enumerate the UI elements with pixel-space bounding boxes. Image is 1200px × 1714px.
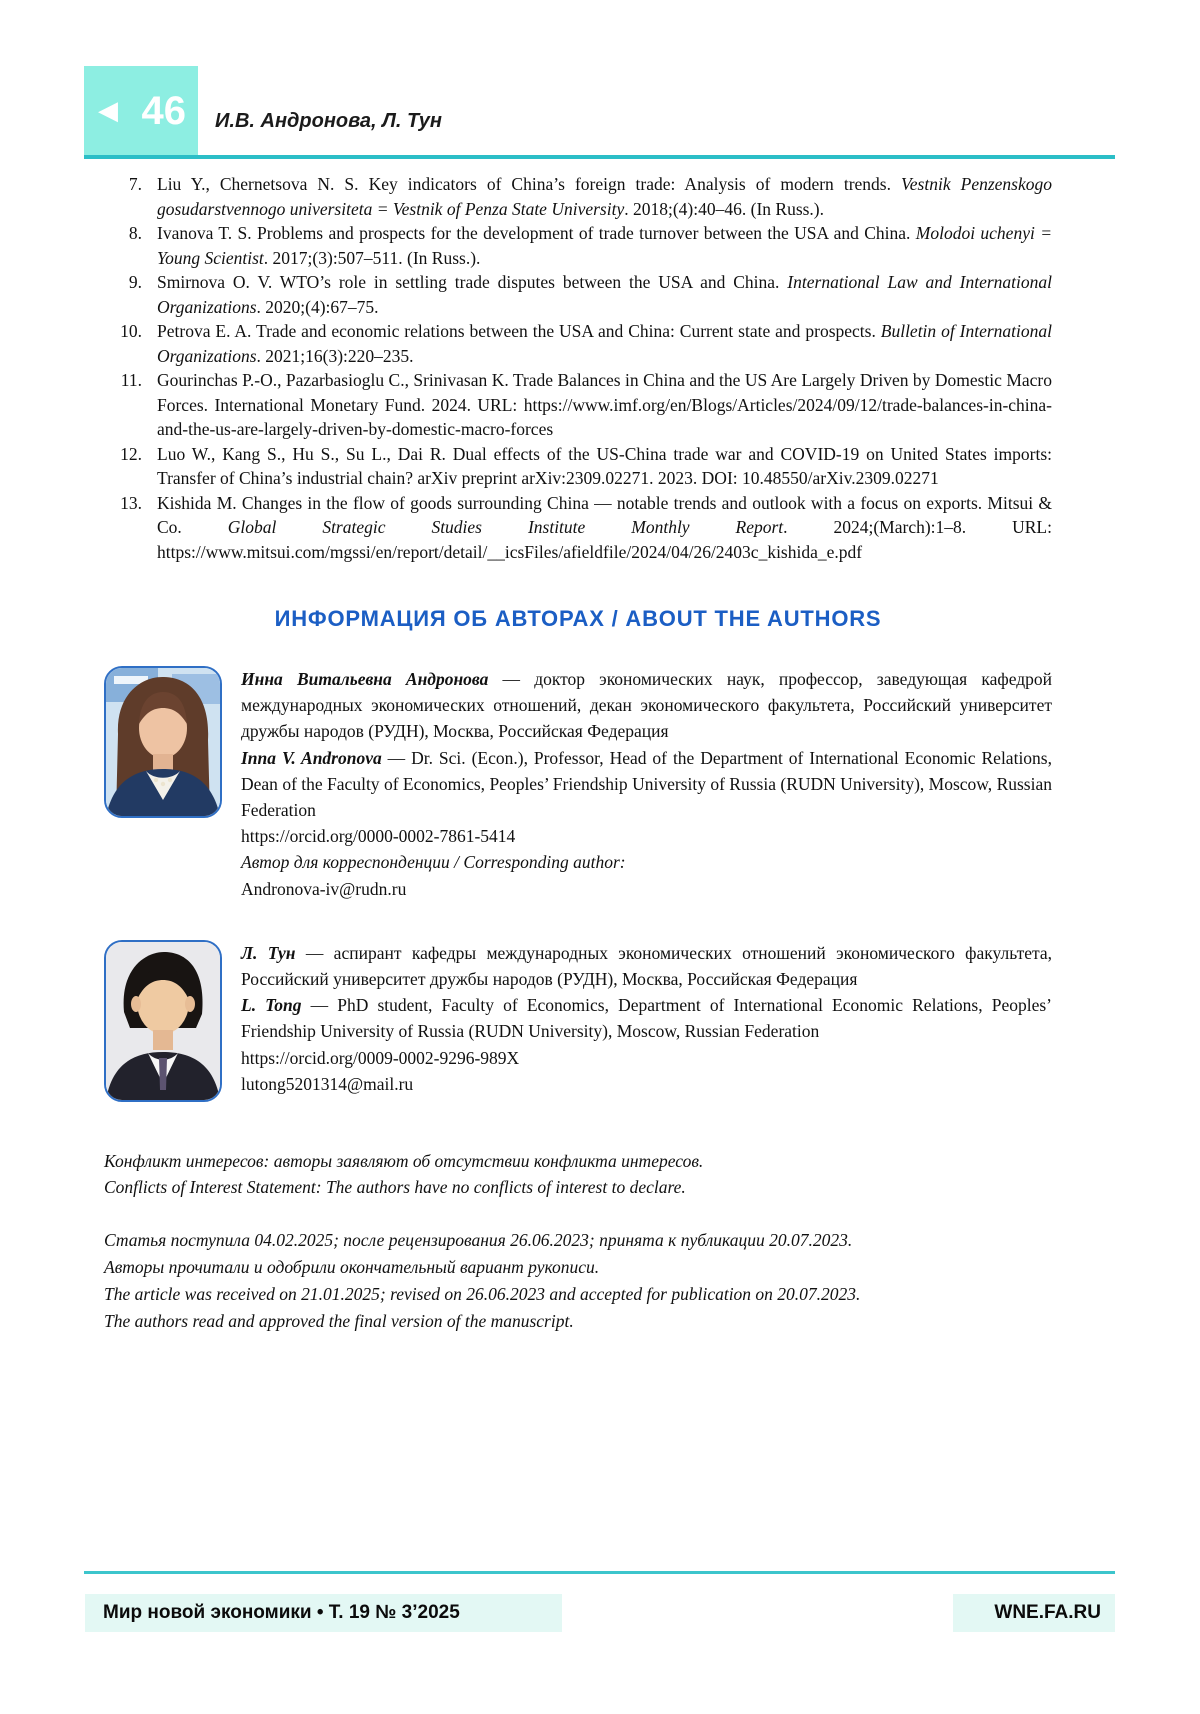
page-number: 46 bbox=[141, 88, 186, 133]
reference-item bbox=[104, 172, 1052, 221]
reference-item bbox=[104, 442, 1052, 491]
reference-number: 13. bbox=[120, 492, 142, 513]
reference-number: 12. bbox=[120, 443, 142, 464]
article-history bbox=[104, 1227, 1052, 1335]
reference-item bbox=[104, 491, 1052, 565]
page-content bbox=[104, 172, 1052, 1335]
running-head-authors: И.В. Андронова, Л. Тун bbox=[215, 110, 442, 132]
author-description-ru: Л. Тун — аспирант кафедры международных экономических отношений экономического факультета, Российский университет дружбы народов (РУДН), Москва, Российская Федерация bbox=[241, 942, 1052, 990]
reference-item bbox=[104, 221, 1052, 270]
orcid-link[interactable]: https://orcid.org/0009-0002-9296-989X bbox=[241, 1047, 520, 1068]
approved-en: The authors read and approved the final version of the manuscript. bbox=[104, 1310, 574, 1331]
reference-item bbox=[104, 319, 1052, 368]
coi-ru: Конфликт интересов: авторы заявляют об отсутствии конфликта интересов. bbox=[104, 1150, 704, 1171]
reference-text: Smirnova O. V. WTO’s role in settling trade disputes between the USA and China. International Law and International Organizations. 2020;(4):67–75. bbox=[157, 272, 1052, 317]
reference-text: Liu Y., Chernetsova N. S. Key indicators of China’s foreign trade: Analysis of modern trends. Vestnik Penzenskogo gosudarstvennogo universiteta = Vestnik of Penza State University. 2018;(4):40–46. (In Russ.). bbox=[157, 174, 1052, 219]
author-text bbox=[241, 666, 1052, 902]
reference-number: 8. bbox=[128, 223, 142, 243]
received-en: The article was received on 21.01.2025; revised on 26.06.2023 and accepted for publication on 20.07.2023. bbox=[104, 1283, 861, 1304]
reference-item bbox=[104, 368, 1052, 442]
corresponding-author-label: Автор для корреспонденции / Corresponding author: bbox=[241, 852, 626, 873]
email-link[interactable]: Andronova-iv@rudn.ru bbox=[241, 878, 407, 899]
reference-number: 10. bbox=[120, 321, 142, 341]
woman-portrait-photo bbox=[104, 666, 222, 902]
author-text bbox=[241, 940, 1052, 1102]
about-authors-heading: ИНФОРМАЦИЯ ОБ АВТОРАХ / ABOUT THE AUTHORS bbox=[274, 606, 882, 631]
author-description-en: L. Tong — PhD student, Faculty of Economics, Department of International Economic Relations, Peoples’ Friendship University of Russia (RUDN University), Moscow, Russian Federation bbox=[241, 995, 1052, 1042]
author-description-en: Inna V. Andronova — Dr. Sci. (Econ.), Professor, Head of the Department of International Economic Relations, Dean of the Faculty of Economics, Peoples’ Friendship University of Russia (RUDN University), Moscow, Russian Federation bbox=[241, 747, 1052, 821]
author-description-ru: Инна Витальевна Андронова — доктор экономических наук, профессор, заведующая кафедрой международных экономических отношений, декан экономического факультета, Российский университет дружбы народов (РУДН), Москва, Российская Федерация bbox=[241, 669, 1053, 742]
reference-number: 7. bbox=[128, 174, 142, 194]
reference-text: Luo W., Kang S., Hu S., Su L., Dai R. Dual effects of the US-China trade war and COVID-19 on United States imports: Transfer of China’s industrial chain? arXiv preprint arXiv:2309.02271. 2023. DOI: 10.48550/arXiv.2309.02271 bbox=[157, 443, 1052, 488]
journal-site-badge[interactable]: WNE.FA.RU bbox=[953, 1594, 1115, 1632]
reference-text: Kishida M. Changes in the flow of goods surrounding China — notable trends and outlook with a focus on exports. Mitsui & Co. Global Strategic Studies Institute Monthly Report. 2024;(March):1–8. URL: https://www.mitsui.com/mgssi/en/report/detail/__icsFiles/afieldfile/2024/04/26/2403c_kishida_e.pdf bbox=[157, 492, 1052, 562]
author-block-andronova bbox=[104, 666, 1052, 902]
references-list bbox=[104, 172, 1052, 564]
reference-text: Petrova E. A. Trade and economic relations between the USA and China: Current state and prospects. Bulletin of International Organizations. 2021;16(3):220–235. bbox=[157, 321, 1052, 366]
author-block-tong bbox=[104, 940, 1052, 1102]
received-ru: Статья поступила 04.02.2025; после рецензирования 26.06.2023; принята к публикации 20.07.2023. bbox=[104, 1229, 853, 1250]
header-divider bbox=[84, 155, 1115, 159]
journal-title-badge: Мир новой экономики • Т. 19 № 3’2025 bbox=[85, 1594, 562, 1632]
page-number-box bbox=[84, 66, 198, 156]
back-arrow-icon: ◀ bbox=[98, 96, 118, 126]
orcid-link[interactable]: https://orcid.org/0000-0002-7861-5414 bbox=[241, 826, 516, 847]
email-link[interactable]: lutong5201314@mail.ru bbox=[241, 1073, 414, 1094]
footer-divider bbox=[84, 1571, 1115, 1574]
man-portrait-photo bbox=[104, 940, 222, 1102]
conflict-of-interest bbox=[104, 1148, 1052, 1201]
reference-item bbox=[104, 270, 1052, 319]
reference-number: 9. bbox=[128, 272, 142, 292]
reference-text: Ivanova T. S. Problems and prospects for the development of trade turnover between the USA and China. Molodoi uchenyi = Young Scientist. 2017;(3):507–511. (In Russ.). bbox=[157, 223, 1053, 268]
approved-ru: Авторы прочитали и одобрили окончательный вариант рукописи. bbox=[104, 1256, 600, 1277]
reference-number: 11. bbox=[120, 370, 142, 390]
reference-text: Gourinchas P.-O., Pazarbasioglu C., Srinivasan K. Trade Balances in China and the US Are Largely Driven by Domestic Macro Forces. International Monetary Fund. 2024. URL: https://www.imf.org/en/Blogs/Articles/2024/09/12/trade-balances-in-china-and-the-us-are-largely-driven-by-domestic-macro-forces bbox=[157, 370, 1052, 439]
coi-en: Conflicts of Interest Statement: The authors have no conflicts of interest to declare. bbox=[104, 1177, 686, 1198]
